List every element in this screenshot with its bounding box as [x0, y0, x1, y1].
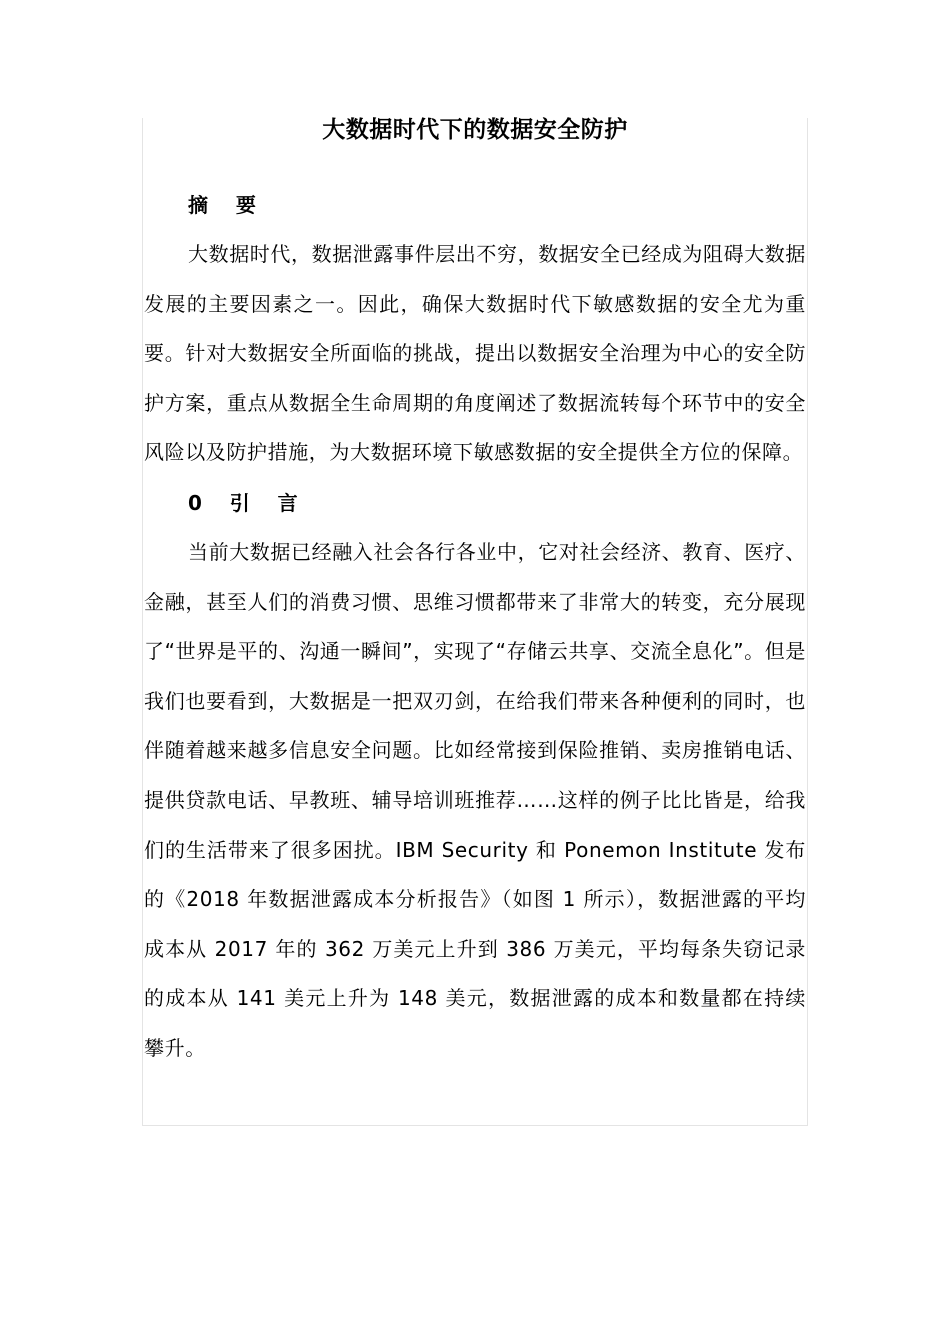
- introduction-paragraph: 当前大数据已经融入社会各行各业中，它对社会经济、教育、医疗、金融，甚至人们的消费习惯、思维习惯都带来了非常大的转变，充分展现了“世界是平的、沟通一瞬间”，实现了“存储云共享、交流全息化”。但是我们也要看到，大数据是一把双刃剑，在给我们带来各种便利的同时，也伴随着越来越多信息安全问题。比如经常接到保险推销、卖房推销电话、提供贷款电话、早教班、辅导培训班推荐……这样的例子比比皆是，给我们的生活带来了很多困扰。IBM Security 和 Ponemon Institute 发布的《2018 年数据泄露成本分析报告》（如图 1 所示），数据泄露的平均成本从 2017 年的 362 万美元上升到 386 万美元，平均每条失窃记录的成本从 141 美元上升为 148 美元，数据泄露的成本和数量都在持续攀升。: [144, 539, 806, 1060]
- abstract-paragraph: 大数据时代，数据泄露事件层出不穷，数据安全已经成为阻碍大数据发展的主要因素之一。因此，确保大数据时代下敏感数据的安全尤为重要。针对大数据安全所面临的挑战，提出以数据安全治理为中心的安全防护方案，重点从数据全生命周期的角度阐述了数据流转每个环节中的安全风险以及防护措施，为大数据环境下敏感数据的安全提供全方位的保障。: [144, 242, 806, 465]
- introduction-heading: 0 引 言: [188, 490, 298, 515]
- document-body: [144, 180, 806, 1074]
- abstract-heading: 摘 要: [188, 193, 256, 217]
- document-title: 大数据时代下的数据安全防护: [322, 117, 628, 143]
